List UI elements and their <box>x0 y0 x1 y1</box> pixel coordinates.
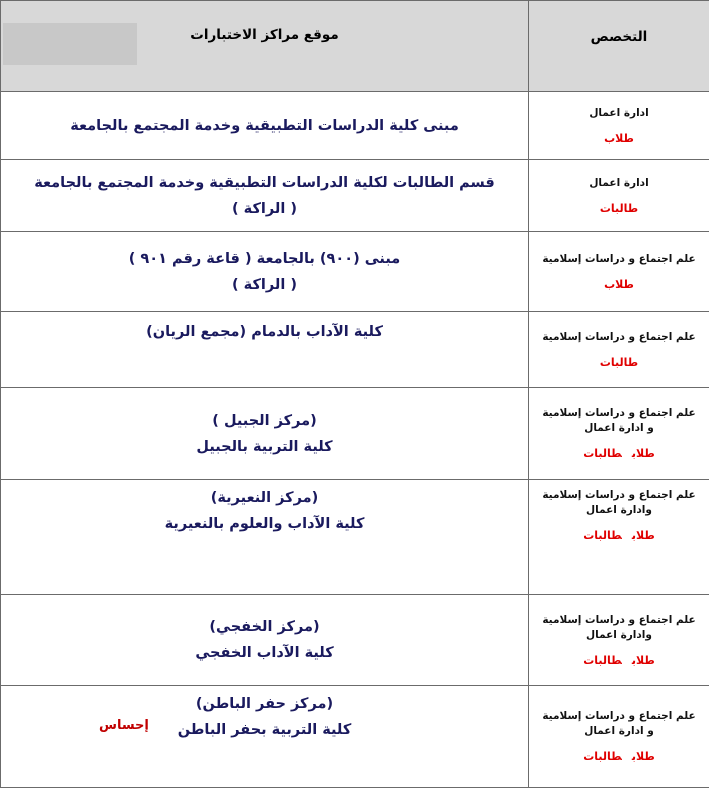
specialty-line: ادارة اعمال <box>529 106 709 121</box>
location-line: كلية الآداب الخفجي <box>1 643 528 663</box>
location-cell <box>1 232 529 312</box>
gender-label <box>529 131 709 146</box>
location-line: كلية التربية بحفر الباطن <box>1 720 528 740</box>
table-row <box>1 312 709 388</box>
location-line: مبنى (٩٠٠) بالجامعة ( قاعة رقم ٩٠١ ) <box>1 249 528 269</box>
gender-item: طلاب <box>632 529 655 542</box>
location-line: (مركز حفر الباطن) <box>1 694 528 714</box>
specialty-line: علم اجتماع و دراسات إسلامية <box>529 330 709 345</box>
location-cell <box>1 92 529 160</box>
table-row <box>1 595 709 686</box>
location-line: كلية الآداب والعلوم بالنعيرية <box>1 514 528 534</box>
specialty-line: علم اجتماع و دراسات إسلامية <box>529 709 709 724</box>
gender-label <box>529 201 709 216</box>
specialty-line: وادارة اعمال <box>529 503 709 518</box>
specialty-cell <box>529 312 709 388</box>
gender-item: طلاب <box>604 132 634 145</box>
gender-item: طالبات <box>600 356 638 369</box>
location-line: مبنى كلية الدراسات التطبيقية وخدمة المجتمع بالجامعة <box>1 116 528 136</box>
location-header-cell <box>1 1 529 92</box>
table-row <box>1 92 709 160</box>
specialty-cell <box>529 686 709 788</box>
location-line: (مركز الخفجي) <box>1 617 528 637</box>
table-row <box>1 388 709 480</box>
gender-label <box>529 749 709 764</box>
gender-item: طلاب <box>604 278 634 291</box>
specialty-line: ادارة اعمال <box>529 176 709 191</box>
location-cell <box>1 312 529 388</box>
header-row <box>1 1 709 92</box>
location-cell <box>1 388 529 480</box>
location-line: (مركز الجبيل ) <box>1 411 528 431</box>
gender-item: طالبات <box>600 202 638 215</box>
table-row <box>1 480 709 595</box>
table-row <box>1 160 709 232</box>
gender-item: طالبات <box>583 654 622 667</box>
gender-label <box>529 653 709 668</box>
specialty-line: و ادارة اعمال <box>529 724 709 739</box>
location-cell <box>1 480 529 595</box>
location-cell <box>1 686 529 788</box>
table-row <box>1 232 709 312</box>
location-cell <box>1 595 529 686</box>
location-line: قسم الطالبات لكلية الدراسات التطبيقية وخدمة المجتمع بالجامعة <box>1 173 528 193</box>
location-cell <box>1 160 529 232</box>
gender-item: طالبات <box>583 750 622 763</box>
location-line: كلية الآداب بالدمام (مجمع الريان) <box>1 322 528 342</box>
gender-item: طلاب <box>632 654 655 667</box>
specialty-line: وادارة اعمال <box>529 628 709 643</box>
specialty-line: علم اجتماع و دراسات إسلامية <box>529 613 709 628</box>
gender-item: طالبات <box>583 529 622 542</box>
location-column-header: موقع مراكز الاختبارات <box>1 27 528 43</box>
gender-item: طلاب <box>632 750 655 763</box>
specialty-cell <box>529 160 709 232</box>
specialty-cell <box>529 232 709 312</box>
specialty-cell <box>529 92 709 160</box>
specialty-line: علم اجتماع و دراسات إسلامية <box>529 488 709 503</box>
location-line: (مركز النعيرية) <box>1 488 528 508</box>
location-line: كلية التربية بالجبيل <box>1 437 528 457</box>
specialty-cell <box>529 480 709 595</box>
gender-item: طلاب <box>632 447 655 460</box>
specialty-column-header: التخصص <box>529 29 709 45</box>
gender-item: طالبات <box>583 447 622 460</box>
gender-label <box>529 446 709 461</box>
gender-label <box>529 528 709 543</box>
gender-label <box>529 355 709 370</box>
specialty-header-cell <box>529 1 709 92</box>
location-line: ( الراكة ) <box>1 199 528 219</box>
location-line: ( الراكة ) <box>1 275 528 295</box>
specialty-line: علم اجتماع و دراسات إسلامية <box>529 406 709 421</box>
annotation-text: إحساس <box>99 718 149 733</box>
specialty-cell <box>529 388 709 480</box>
specialty-line: و ادارة اعمال <box>529 421 709 436</box>
gender-label <box>529 277 709 292</box>
table-row <box>1 686 709 788</box>
specialty-cell <box>529 595 709 686</box>
specialty-line: علم اجتماع و دراسات إسلامية <box>529 252 709 267</box>
